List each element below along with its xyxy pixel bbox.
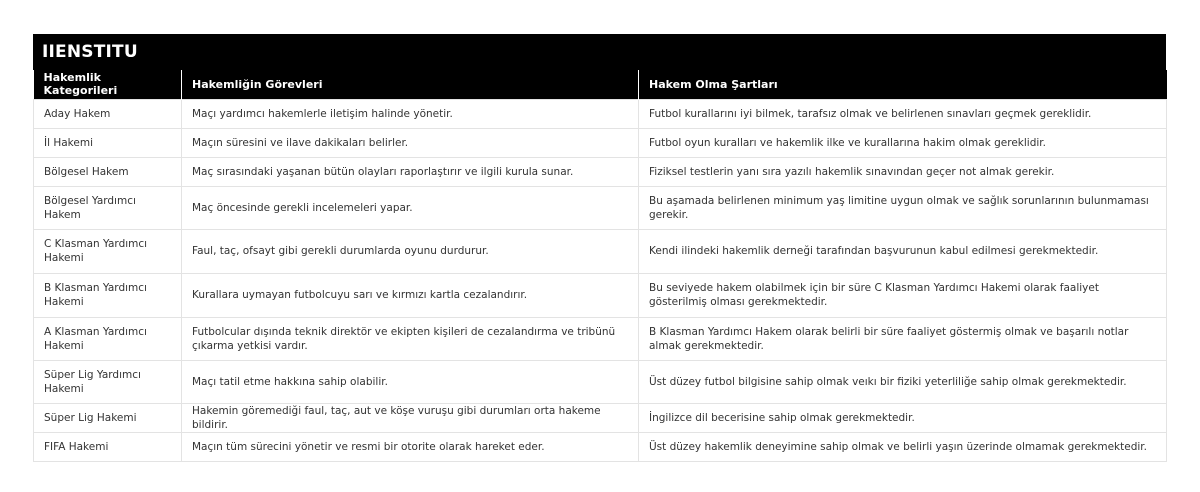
table-row — [34, 432, 1167, 461]
requirements-cell: Futbol kurallarını iyi bilmek, tarafsız olmak ve belirlenen sınavları geçmek gereklidir. — [639, 99, 1167, 128]
duties-cell: Hakemin göremediği faul, taç, aut ve köşe vuruşu gibi durumları orta hakeme bildirir. — [182, 403, 639, 432]
table-header-row — [34, 70, 1167, 99]
duties-cell: Maçın tüm sürecini yönetir ve resmi bir otorite olarak hareket eder. — [182, 432, 639, 461]
requirements-cell: Üst düzey hakemlik deneyimine sahip olmak ve belirli yaşın üzerinde olmamak gerekmektedir. — [639, 432, 1167, 461]
requirements-cell: B Klasman Yardımcı Hakem olarak belirli bir süre faaliyet göstermiş olmak ve başarılı notlar almak gerekmektedir. — [639, 317, 1167, 360]
duties-cell: Kurallara uymayan futbolcuyu sarı ve kırmızı kartla cezalandırır. — [182, 273, 639, 317]
requirements-cell: İngilizce dil becerisine sahip olmak gerekmektedir. — [639, 403, 1167, 432]
duties-cell: Maç sırasındaki yaşanan bütün olayları raporlaştırır ve ilgili kurula sunar. — [182, 157, 639, 186]
category-cell: Süper Lig Hakemi — [34, 403, 182, 432]
table-row — [34, 273, 1167, 317]
table-row — [34, 360, 1167, 403]
requirements-cell: Üst düzey futbol bilgisine sahip olmak veıkı bir fiziki yeterliliğe sahip olmak gerekmektedir. — [639, 360, 1167, 403]
header-category: Hakemlik Kategorileri — [34, 70, 182, 99]
category-cell: Bölgesel Yardımcı Hakem — [34, 186, 182, 229]
table-row — [34, 186, 1167, 229]
duties-cell: Maçı tatil etme hakkına sahip olabilir. — [182, 360, 639, 403]
category-cell: B Klasman Yardımcı Hakemi — [34, 273, 182, 317]
table-row — [34, 157, 1167, 186]
table-row — [34, 229, 1167, 273]
requirements-cell: Bu aşamada belirlenen minimum yaş limitine uygun olmak ve sağlık sorunlarının bulunmaması gerekir. — [639, 186, 1167, 229]
requirements-cell: Kendi ilindeki hakemlik derneği tarafından başvurunun kabul edilmesi gerekmektedir. — [639, 229, 1167, 273]
duties-cell: Futbolcular dışında teknik direktör ve ekipten kişileri de cezalandırma ve tribünü çıkarma yetkisi vardır. — [182, 317, 639, 360]
duties-cell: Maçı yardımcı hakemlerle iletişim halinde yönetir. — [182, 99, 639, 128]
requirements-cell: Futbol oyun kuralları ve hakemlik ilke ve kurallarına hakim olmak gereklidir. — [639, 128, 1167, 157]
referee-table-container — [33, 34, 1166, 462]
header-duties: Hakemliğin Görevleri — [182, 70, 639, 99]
table-row — [34, 128, 1167, 157]
category-cell: Aday Hakem — [34, 99, 182, 128]
table-row — [34, 99, 1167, 128]
category-cell: Süper Lig Yardımcı Hakemi — [34, 360, 182, 403]
duties-cell: Faul, taç, ofsayt gibi gerekli durumlarda oyunu durdurur. — [182, 229, 639, 273]
category-cell: FIFA Hakemi — [34, 432, 182, 461]
brand-title: IIENSTITU — [33, 34, 1166, 70]
header-requirements: Hakem Olma Şartları — [639, 70, 1167, 99]
category-cell: C Klasman Yardımcı Hakemi — [34, 229, 182, 273]
referee-categories-table — [33, 70, 1167, 462]
requirements-cell: Fiziksel testlerin yanı sıra yazılı hakemlik sınavından geçer not almak gerekir. — [639, 157, 1167, 186]
table-row — [34, 403, 1167, 432]
table-row — [34, 317, 1167, 360]
requirements-cell: Bu seviyede hakem olabilmek için bir süre C Klasman Yardımcı Hakemi olarak faaliyet gösterilmiş olması gerekmektedir. — [639, 273, 1167, 317]
duties-cell: Maç öncesinde gerekli incelemeleri yapar. — [182, 186, 639, 229]
duties-cell: Maçın süresini ve ilave dakikaları belirler. — [182, 128, 639, 157]
category-cell: İl Hakemi — [34, 128, 182, 157]
category-cell: A Klasman Yardımcı Hakemi — [34, 317, 182, 360]
category-cell: Bölgesel Hakem — [34, 157, 182, 186]
